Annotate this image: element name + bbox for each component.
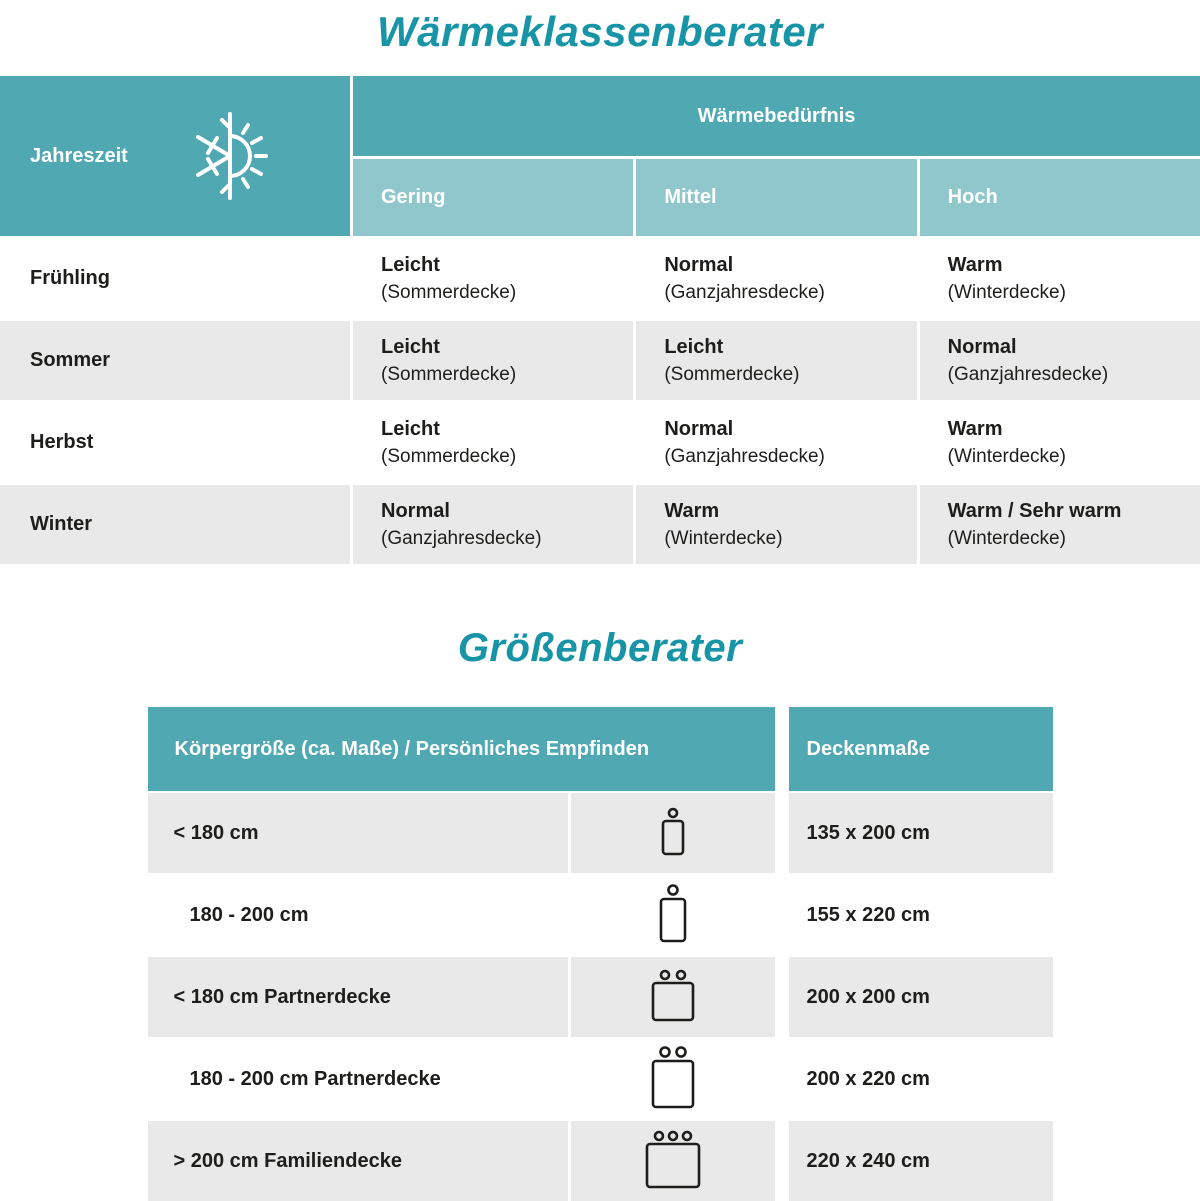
warm-cell xyxy=(353,403,633,482)
season-label: Frühling xyxy=(0,239,350,318)
waermeklassen-table xyxy=(0,76,1200,564)
warm-cell-sub: (Winterdecke) xyxy=(947,445,1066,467)
groessen-table-header xyxy=(148,707,1053,791)
warm-cell-sub: (Sommerdecke) xyxy=(381,445,517,467)
warm-cell-main: Normal xyxy=(947,335,1017,358)
warm-cell xyxy=(920,321,1200,400)
warm-cell xyxy=(353,239,633,318)
size-row-partner-tall xyxy=(148,1039,1053,1119)
size-row-label: < 180 cm xyxy=(148,793,568,873)
warm-cell xyxy=(920,485,1200,564)
warm-cell xyxy=(353,321,633,400)
season-label: Winter xyxy=(0,485,350,564)
warm-cell-main: Normal xyxy=(664,253,734,276)
warm-cell-sub: (Ganzjahresdecke) xyxy=(947,363,1109,385)
groessen-table xyxy=(148,707,1053,1201)
jahreszeit-label: Jahreszeit xyxy=(30,144,128,167)
warm-cell-main: Leicht xyxy=(381,335,440,358)
warm-cell-sub: (Winterdecke) xyxy=(947,281,1066,303)
need-level-hoch: Hoch xyxy=(920,159,1200,236)
duvet-single-icon xyxy=(571,793,775,873)
warm-cell-main: Normal xyxy=(381,499,450,522)
warm-cell-sub: (Winterdecke) xyxy=(947,527,1066,549)
season-label: Sommer xyxy=(0,321,350,400)
warm-cell-main: Warm / Sehr warm xyxy=(947,499,1122,522)
size-row-label: > 200 cm Familiendecke xyxy=(148,1121,568,1201)
warm-cell-sub: (Sommerdecke) xyxy=(381,281,517,303)
warm-cell-main: Leicht xyxy=(381,417,440,440)
koerpergroesse-header-cell: Körpergröße (ca. Maße) / Persönliches Empfinden xyxy=(148,707,775,791)
duvet-partner-tall-icon xyxy=(571,1039,775,1119)
size-row-single-tall xyxy=(148,875,1053,955)
warm-cell-main: Normal xyxy=(664,417,734,440)
warm-cell xyxy=(920,403,1200,482)
table-row-sommer xyxy=(0,321,1200,400)
page-title-groessenberater: Größenberater xyxy=(457,626,743,670)
warm-cell xyxy=(920,239,1200,318)
size-row-single xyxy=(148,793,1053,873)
warm-cell xyxy=(636,485,916,564)
table-row-herbst xyxy=(0,403,1200,482)
snowflake-sun-icon xyxy=(180,110,284,202)
warm-cell-main: Leicht xyxy=(664,335,724,358)
size-row-family xyxy=(148,1121,1053,1201)
size-row-label: < 180 cm Partnerdecke xyxy=(148,957,568,1037)
size-row-partner xyxy=(148,957,1053,1037)
waermeklassen-table-header xyxy=(0,76,1200,236)
size-row-value: 220 x 240 cm xyxy=(789,1121,1053,1201)
warm-cell xyxy=(636,321,916,400)
warm-cell xyxy=(636,239,916,318)
need-level-gering: Gering xyxy=(353,159,633,236)
warm-cell-main: Warm xyxy=(947,253,1003,276)
table-row-fruehling xyxy=(0,239,1200,318)
size-row-value: 155 x 220 cm xyxy=(789,875,1053,955)
season-label: Herbst xyxy=(0,403,350,482)
duvet-single-tall-icon xyxy=(571,875,775,955)
warm-cell-sub: (Sommerdecke) xyxy=(664,363,800,385)
warm-cell-sub: (Winterdecke) xyxy=(664,527,783,549)
warm-cell xyxy=(353,485,633,564)
size-row-label: 180 - 200 cm Partnerdecke xyxy=(148,1039,568,1119)
page-title-waermeklassenberater: Wärmeklassenberater xyxy=(376,8,824,55)
need-level-mittel: Mittel xyxy=(636,159,916,236)
warm-cell xyxy=(636,403,916,482)
table-row-winter xyxy=(0,485,1200,564)
duvet-family-icon xyxy=(571,1121,775,1201)
warm-cell-sub: (Ganzjahresdecke) xyxy=(664,445,825,467)
waermebeduerfnis-header-cell: Wärmebedürfnis xyxy=(353,76,1200,156)
warm-cell-sub: (Sommerdecke) xyxy=(381,363,517,385)
size-row-value: 135 x 200 cm xyxy=(789,793,1053,873)
warm-cell-sub: (Ganzjahresdecke) xyxy=(381,527,542,549)
size-row-label: 180 - 200 cm xyxy=(148,875,568,955)
deckenmasse-header-cell: Deckenmaße xyxy=(789,707,1053,791)
warm-cell-main: Warm xyxy=(664,499,720,522)
warm-cell-main: Warm xyxy=(947,417,1003,440)
size-row-value: 200 x 220 cm xyxy=(789,1039,1053,1119)
warm-cell-sub: (Ganzjahresdecke) xyxy=(664,281,825,303)
size-row-value: 200 x 200 cm xyxy=(789,957,1053,1037)
duvet-partner-icon xyxy=(571,957,775,1037)
warm-cell-main: Leicht xyxy=(381,253,440,276)
jahreszeit-header-cell xyxy=(0,76,350,236)
